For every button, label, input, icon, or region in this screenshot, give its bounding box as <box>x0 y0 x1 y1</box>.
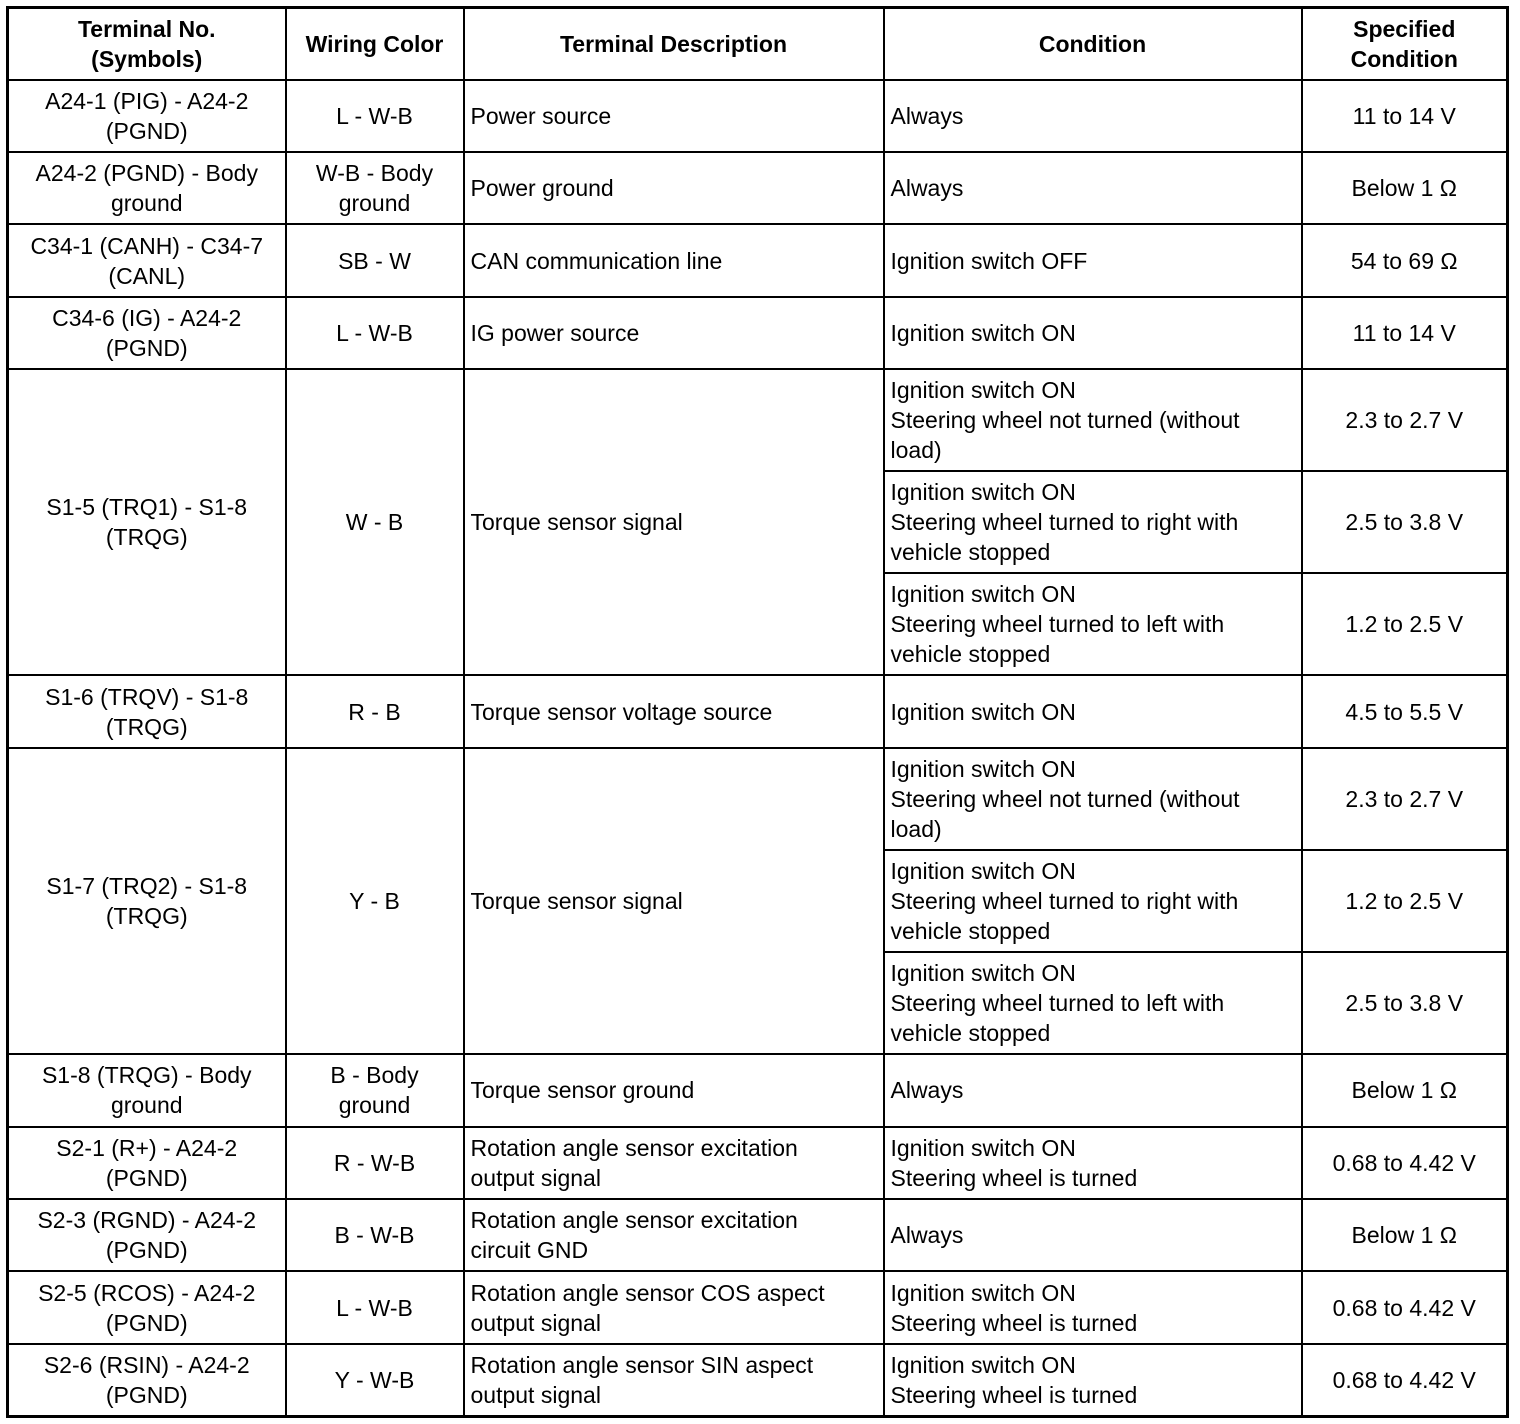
specified-condition-cell: Below 1 Ω <box>1302 1199 1508 1271</box>
header-condition: Condition <box>884 8 1302 80</box>
wiring-color-cell: W-B - Body ground <box>286 152 464 224</box>
condition-cell: Always <box>884 80 1302 152</box>
specified-condition-cell: 0.68 to 4.42 V <box>1302 1344 1508 1417</box>
description-cell: IG power source <box>464 297 884 369</box>
condition-cell: Ignition switch ON Steering wheel not turned (without load) <box>884 369 1302 471</box>
wiring-color-cell: L - W-B <box>286 297 464 369</box>
wiring-color-cell: W - B <box>286 369 464 675</box>
terminal-cell: S1-7 (TRQ2) - S1-8 (TRQG) <box>8 748 286 1054</box>
condition-cell: Ignition switch ON Steering wheel turned to right with vehicle stopped <box>884 471 1302 573</box>
specified-condition-cell: 54 to 69 Ω <box>1302 224 1508 296</box>
description-cell: Rotation angle sensor SIN aspect output signal <box>464 1344 884 1417</box>
specified-condition-cell: 2.3 to 2.7 V <box>1302 748 1508 850</box>
condition-cell: Always <box>884 152 1302 224</box>
description-cell: Torque sensor ground <box>464 1054 884 1126</box>
terminal-cell: S2-3 (RGND) - A24-2 (PGND) <box>8 1199 286 1271</box>
description-cell: Rotation angle sensor excitation output signal <box>464 1127 884 1199</box>
description-cell: Rotation angle sensor COS aspect output signal <box>464 1271 884 1343</box>
description-cell: CAN communication line <box>464 224 884 296</box>
condition-cell: Ignition switch ON Steering wheel turned to left with vehicle stopped <box>884 573 1302 675</box>
specified-condition-cell: 2.5 to 3.8 V <box>1302 952 1508 1054</box>
terminal-cell: C34-6 (IG) - A24-2 (PGND) <box>8 297 286 369</box>
description-cell: Torque sensor voltage source <box>464 675 884 747</box>
table-row <box>8 675 1508 747</box>
wiring-color-cell: Y - B <box>286 748 464 1054</box>
terminal-table <box>6 6 1509 1418</box>
specified-condition-cell: 0.68 to 4.42 V <box>1302 1127 1508 1199</box>
specified-condition-cell: 4.5 to 5.5 V <box>1302 675 1508 747</box>
header-terminal-description: Terminal Description <box>464 8 884 80</box>
specified-condition-cell: 0.68 to 4.42 V <box>1302 1271 1508 1343</box>
header-row <box>8 8 1508 80</box>
terminal-cell: S2-5 (RCOS) - A24-2 (PGND) <box>8 1271 286 1343</box>
table-row <box>8 1199 1508 1271</box>
description-cell: Power ground <box>464 152 884 224</box>
wiring-color-cell: L - W-B <box>286 1271 464 1343</box>
condition-cell: Ignition switch ON <box>884 297 1302 369</box>
specified-condition-cell: 2.5 to 3.8 V <box>1302 471 1508 573</box>
header-wiring-color: Wiring Color <box>286 8 464 80</box>
wiring-color-cell: R - W-B <box>286 1127 464 1199</box>
table-header <box>8 8 1508 80</box>
table-row <box>8 297 1508 369</box>
terminal-cell: A24-1 (PIG) - A24-2 (PGND) <box>8 80 286 152</box>
wiring-color-cell: B - W-B <box>286 1199 464 1271</box>
condition-cell: Ignition switch ON Steering wheel is turned <box>884 1344 1302 1417</box>
condition-cell: Ignition switch ON Steering wheel turned to right with vehicle stopped <box>884 850 1302 952</box>
condition-cell: Always <box>884 1199 1302 1271</box>
specified-condition-cell: 1.2 to 2.5 V <box>1302 573 1508 675</box>
table-row <box>8 152 1508 224</box>
wiring-color-cell: R - B <box>286 675 464 747</box>
condition-cell: Ignition switch ON Steering wheel is turned <box>884 1271 1302 1343</box>
specified-condition-cell: 1.2 to 2.5 V <box>1302 850 1508 952</box>
description-cell: Torque sensor signal <box>464 748 884 1054</box>
wiring-color-cell: SB - W <box>286 224 464 296</box>
condition-cell: Ignition switch ON Steering wheel is turned <box>884 1127 1302 1199</box>
table-body <box>8 80 1508 1417</box>
terminal-cell: C34-1 (CANH) - C34-7 (CANL) <box>8 224 286 296</box>
terminal-cell: S1-6 (TRQV) - S1-8 (TRQG) <box>8 675 286 747</box>
terminal-cell: A24-2 (PGND) - Body ground <box>8 152 286 224</box>
wiring-color-cell: Y - W-B <box>286 1344 464 1417</box>
table-row <box>8 1127 1508 1199</box>
table-row <box>8 748 1508 850</box>
table-row <box>8 1344 1508 1417</box>
specified-condition-cell: Below 1 Ω <box>1302 1054 1508 1126</box>
terminal-cell: S2-6 (RSIN) - A24-2 (PGND) <box>8 1344 286 1417</box>
table-row <box>8 80 1508 152</box>
description-cell: Power source <box>464 80 884 152</box>
specified-condition-cell: Below 1 Ω <box>1302 152 1508 224</box>
specified-condition-cell: 2.3 to 2.7 V <box>1302 369 1508 471</box>
condition-cell: Ignition switch ON <box>884 675 1302 747</box>
description-cell: Torque sensor signal <box>464 369 884 675</box>
wiring-color-cell: B - Body ground <box>286 1054 464 1126</box>
specified-condition-cell: 11 to 14 V <box>1302 297 1508 369</box>
description-cell: Rotation angle sensor excitation circuit GND <box>464 1199 884 1271</box>
table-row <box>8 1271 1508 1343</box>
table-row <box>8 1054 1508 1126</box>
condition-cell: Ignition switch ON Steering wheel turned to left with vehicle stopped <box>884 952 1302 1054</box>
terminal-cell: S1-8 (TRQG) - Body ground <box>8 1054 286 1126</box>
terminal-cell: S1-5 (TRQ1) - S1-8 (TRQG) <box>8 369 286 675</box>
condition-cell: Ignition switch OFF <box>884 224 1302 296</box>
header-specified-condition: Specified Condition <box>1302 8 1508 80</box>
wiring-color-cell: L - W-B <box>286 80 464 152</box>
table-row <box>8 224 1508 296</box>
condition-cell: Always <box>884 1054 1302 1126</box>
condition-cell: Ignition switch ON Steering wheel not turned (without load) <box>884 748 1302 850</box>
terminal-cell: S2-1 (R+) - A24-2 (PGND) <box>8 1127 286 1199</box>
table-row <box>8 369 1508 471</box>
specified-condition-cell: 11 to 14 V <box>1302 80 1508 152</box>
header-terminal: Terminal No. (Symbols) <box>8 8 286 80</box>
